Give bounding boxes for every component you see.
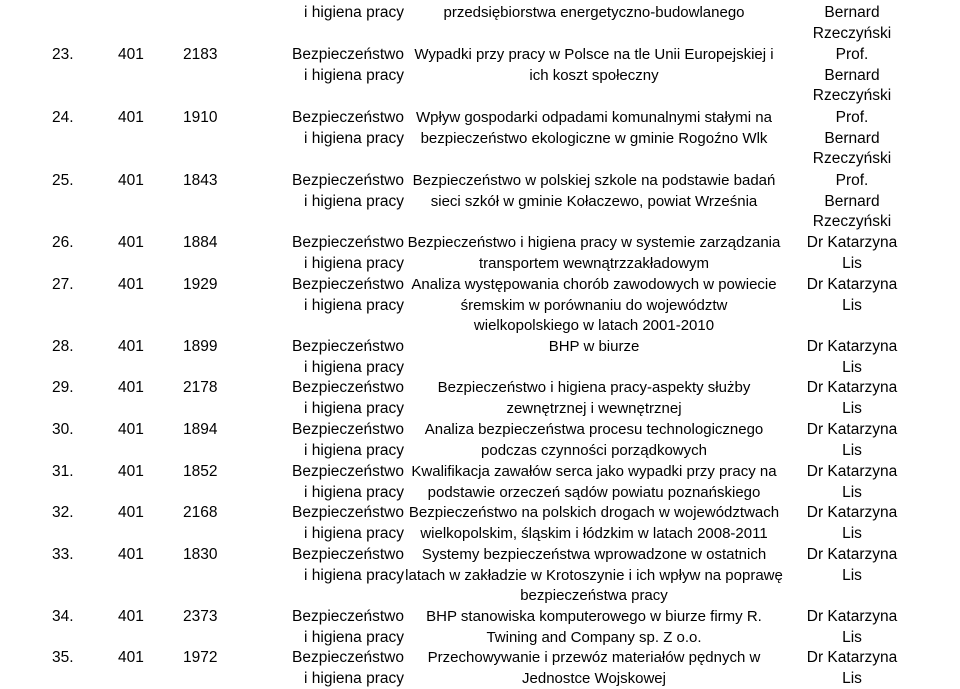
field-of-study-line: i higiena pracy [264,254,404,275]
thesis-title-line: wielkopolskiego w latach 2001-2010 [394,316,794,337]
row-number: 31. [52,462,92,483]
field-code: 401 [118,337,168,358]
field-of-study-line: i higiena pracy [264,399,404,420]
thesis-title-line: transportem wewnątrzzakładowym [394,254,794,275]
supervisor-line: Bernard [799,129,905,150]
row-number: 33. [52,545,92,566]
thesis-title-line: Wypadki przy pracy w Polsce na tle Unii Europejskiej i [394,45,794,66]
supervisor-line: Bernard [799,192,905,213]
thesis-title-line: Bezpieczeństwo i higiena pracy-aspekty służby [394,378,794,399]
supervisor [799,648,905,689]
field-code: 401 [118,607,168,628]
supervisor-line: Lis [799,296,905,317]
thesis-id: 2178 [183,378,243,399]
thesis-id: 1929 [183,275,243,296]
thesis-title-line: bezpieczeństwa pracy [394,586,794,607]
supervisor-line: Prof. [799,45,905,66]
field-of-study-line: Bezpieczeństwo [264,607,404,628]
field-of-study [264,648,404,689]
thesis-title [394,45,794,86]
row-number: 35. [52,648,92,669]
thesis-title-line: latach w zakładzie w Krotoszynie i ich wpływ na poprawę [394,566,794,587]
supervisor-line: Dr Katarzyna [799,607,905,628]
supervisor-line: Bernard [799,3,905,24]
supervisor-line: Dr Katarzyna [799,420,905,441]
field-of-study-line: Bezpieczeństwo [264,108,404,129]
row-number: 34. [52,607,92,628]
field-of-study-line: i higiena pracy [264,3,404,24]
supervisor-line: Dr Katarzyna [799,648,905,669]
field-of-study [264,275,404,316]
thesis-title-line: wielkopolskim, śląskim i łódzkim w latach 2008-2011 [394,524,794,545]
field-code: 401 [118,275,168,296]
thesis-title [394,378,794,419]
thesis-id: 2183 [183,45,243,66]
field-of-study-line: i higiena pracy [264,524,404,545]
field-of-study-line: i higiena pracy [264,441,404,462]
supervisor [799,503,905,544]
thesis-title-line: ich koszt społeczny [394,66,794,87]
field-of-study [264,45,404,86]
thesis-title [394,420,794,461]
thesis-title-line: bezpieczeństwo ekologiczne w gminie Rogoźno Wlk [394,129,794,150]
supervisor-line: Prof. [799,171,905,192]
field-of-study [264,3,404,24]
thesis-title-line: Bezpieczeństwo i higiena pracy w systemie zarządzania [394,233,794,254]
supervisor-line: Lis [799,358,905,379]
thesis-title-line: BHP w biurze [394,337,794,358]
field-of-study-line: Bezpieczeństwo [264,275,404,296]
supervisor [799,171,905,233]
field-code: 401 [118,462,168,483]
supervisor [799,378,905,419]
supervisor-line: Rzeczyński [799,149,905,170]
supervisor-line: Lis [799,399,905,420]
field-of-study-line: i higiena pracy [264,66,404,87]
row-number: 28. [52,337,92,358]
thesis-title-line: Wpływ gospodarki odpadami komunalnymi stałymi na [394,108,794,129]
thesis-title [394,337,794,358]
supervisor-line: Dr Katarzyna [799,462,905,483]
field-of-study-line: Bezpieczeństwo [264,462,404,483]
supervisor [799,3,905,44]
row-number: 30. [52,420,92,441]
supervisor-line: Lis [799,483,905,504]
field-of-study [264,462,404,503]
supervisor-line: Dr Katarzyna [799,378,905,399]
field-code: 401 [118,420,168,441]
thesis-id: 1884 [183,233,243,254]
thesis-title-line: podczas czynności porządkowych [394,441,794,462]
thesis-title [394,545,794,607]
field-of-study-line: i higiena pracy [264,129,404,150]
supervisor-line: Dr Katarzyna [799,337,905,358]
supervisor-line: Prof. [799,108,905,129]
supervisor-line: Lis [799,566,905,587]
field-of-study [264,607,404,648]
thesis-title [394,3,794,24]
field-code: 401 [118,378,168,399]
field-of-study-line: Bezpieczeństwo [264,648,404,669]
field-of-study [264,503,404,544]
supervisor [799,45,905,107]
thesis-title-line: sieci szkół w gminie Kołaczewo, powiat Września [394,192,794,213]
field-of-study [264,337,404,378]
field-of-study-line: Bezpieczeństwo [264,420,404,441]
thesis-id: 1843 [183,171,243,192]
supervisor [799,545,905,586]
thesis-title [394,171,794,212]
thesis-title [394,503,794,544]
row-number: 25. [52,171,92,192]
field-of-study-line: Bezpieczeństwo [264,337,404,358]
thesis-id: 2168 [183,503,243,524]
thesis-title [394,275,794,337]
supervisor-line: Bernard [799,66,905,87]
field-of-study-line: i higiena pracy [264,296,404,317]
field-of-study [264,378,404,419]
field-of-study-line: Bezpieczeństwo [264,545,404,566]
thesis-title-line: Analiza występowania chorób zawodowych w powiecie [394,275,794,296]
field-of-study [264,108,404,149]
field-of-study [264,233,404,274]
thesis-id: 1894 [183,420,243,441]
field-of-study-line: Bezpieczeństwo [264,378,404,399]
thesis-id: 2373 [183,607,243,628]
thesis-title-line: śremskim w porównaniu do województw [394,296,794,317]
thesis-id: 1852 [183,462,243,483]
field-code: 401 [118,108,168,129]
supervisor-line: Dr Katarzyna [799,233,905,254]
field-of-study-line: i higiena pracy [264,483,404,504]
thesis-title-line: Twining and Company sp. Z o.o. [394,628,794,649]
thesis-id: 1972 [183,648,243,669]
supervisor-line: Dr Katarzyna [799,275,905,296]
thesis-title-line: Analiza bezpieczeństwa procesu technologicznego [394,420,794,441]
thesis-title [394,462,794,503]
row-number: 27. [52,275,92,296]
field-of-study [264,171,404,212]
thesis-title-line: Przechowywanie i przewóz materiałów pędnych w [394,648,794,669]
field-of-study-line: i higiena pracy [264,669,404,689]
supervisor-line: Rzeczyński [799,86,905,107]
field-code: 401 [118,648,168,669]
row-number: 24. [52,108,92,129]
field-of-study-line: i higiena pracy [264,628,404,649]
field-code: 401 [118,233,168,254]
thesis-title-line: Systemy bezpieczeństwa wprowadzone w ostatnich [394,545,794,566]
supervisor [799,607,905,648]
thesis-title [394,233,794,274]
thesis-title-line: przedsiębiorstwa energetyczno-budowlanego [394,3,794,24]
supervisor [799,233,905,274]
thesis-title-line: Bezpieczeństwo na polskich drogach w województwach [394,503,794,524]
supervisor [799,420,905,461]
field-of-study-line: i higiena pracy [264,358,404,379]
supervisor-line: Dr Katarzyna [799,545,905,566]
thesis-title [394,648,794,689]
supervisor-line: Lis [799,628,905,649]
thesis-title-line: zewnętrznej i wewnętrznej [394,399,794,420]
supervisor-line: Lis [799,669,905,689]
row-number: 26. [52,233,92,254]
supervisor [799,462,905,503]
field-of-study-line: Bezpieczeństwo [264,45,404,66]
supervisor [799,108,905,170]
thesis-title [394,607,794,648]
field-code: 401 [118,171,168,192]
row-number: 32. [52,503,92,524]
field-of-study [264,420,404,461]
row-number: 29. [52,378,92,399]
supervisor-line: Rzeczyński [799,24,905,45]
thesis-title-line: BHP stanowiska komputerowego w biurze firmy R. [394,607,794,628]
supervisor-line: Lis [799,524,905,545]
field-of-study-line: Bezpieczeństwo [264,171,404,192]
field-of-study-line: Bezpieczeństwo [264,233,404,254]
thesis-id: 1830 [183,545,243,566]
thesis-title-line: podstawie orzeczeń sądów powiatu poznańskiego [394,483,794,504]
supervisor-line: Lis [799,441,905,462]
supervisor [799,337,905,378]
field-of-study-line: i higiena pracy [264,566,404,587]
supervisor-line: Lis [799,254,905,275]
thesis-id: 1899 [183,337,243,358]
thesis-title-line: Jednostce Wojskowej [394,669,794,689]
field-of-study [264,545,404,586]
field-code: 401 [118,503,168,524]
thesis-id: 1910 [183,108,243,129]
supervisor-line: Dr Katarzyna [799,503,905,524]
thesis-title-line: Kwalifikacja zawałów serca jako wypadki przy pracy na [394,462,794,483]
field-code: 401 [118,545,168,566]
thesis-title [394,108,794,149]
thesis-title-line: Bezpieczeństwo w polskiej szkole na podstawie badań [394,171,794,192]
supervisor [799,275,905,316]
field-code: 401 [118,45,168,66]
row-number: 23. [52,45,92,66]
supervisor-line: Rzeczyński [799,212,905,233]
field-of-study-line: Bezpieczeństwo [264,503,404,524]
field-of-study-line: i higiena pracy [264,192,404,213]
